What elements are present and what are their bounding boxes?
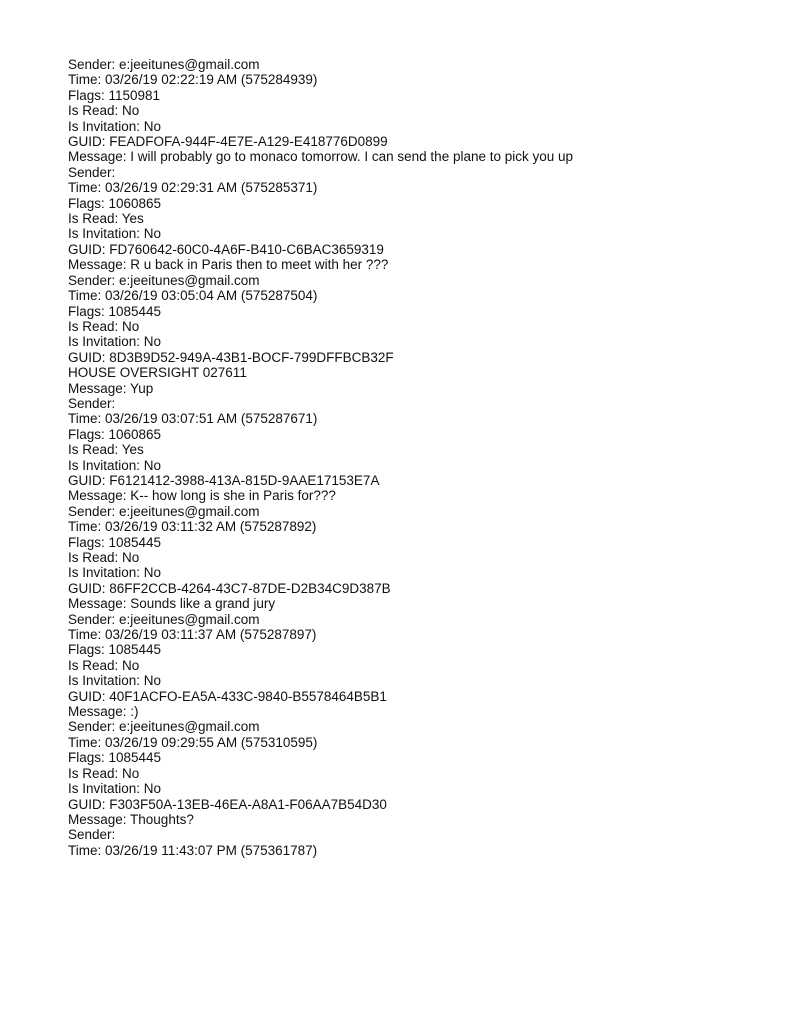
is-read-line: Is Read: No [68,765,140,781]
is-read-line: Is Read: No [68,657,140,673]
message-log-document [68,57,768,858]
guid-line: GUID: 40F1ACFO-EA5A-433C-9840-B5578464B5B1 [68,688,387,704]
sender-line: Sender: e:jeeitunes@gmail.com [68,611,260,627]
is-invitation-line: Is Invitation: No [68,781,162,797]
guid-line: GUID: FD760642-60C0-4A6F-B410-C6BAC3659319 [68,241,384,257]
guid-line: GUID: 8D3B9D52-949A-43B1-BOCF-799DFFBCB32F [68,349,394,365]
flags-line: Flags: 1085445 [68,534,162,550]
message-line: Message: Thoughts? [68,811,194,827]
message-line: Message: K-- how long is she in Paris for??? [68,488,336,504]
flags-line: Flags: 1085445 [68,642,162,658]
is-read-line: Is Read: No [68,318,140,334]
is-read-line: Is Read: Yes [68,442,144,458]
is-read-line: Is Read: Yes [68,211,144,227]
sender-line: Sender: [68,164,116,180]
time-line: Time: 03/26/19 09:29:55 AM (575310595) [68,734,318,750]
is-invitation-line: Is Invitation: No [68,334,162,350]
sender-line: Sender: e:jeeitunes@gmail.com [68,57,260,72]
is-invitation-line: Is Invitation: No [68,673,162,689]
time-line: Time: 03/26/19 11:43:07 PM (575361787) [68,842,318,858]
message-line: Message: Yup [68,380,154,396]
flags-line: Flags: 1060865 [68,195,162,211]
time-line: Time: 03/26/19 03:05:04 AM (575287504) [68,288,318,304]
guid-line: GUID: F303F50A-13EB-46EA-A8A1-F06AA7B54D30 [68,796,387,812]
sender-line: Sender: e:jeeitunes@gmail.com [68,503,260,519]
flags-line: Flags: 1150981 [68,87,161,103]
time-line: Time: 03/26/19 03:11:37 AM (575287897) [68,627,317,643]
time-line: Time: 03/26/19 02:22:19 AM (575284939) [68,72,318,88]
guid-line: GUID: FEADFOFA-944F-4E7E-A129-E418776D0899 [68,134,388,150]
time-line: Time: 03/26/19 03:11:32 AM (575287892) [68,519,317,535]
message-line: Message: Sounds like a grand jury [68,596,276,612]
bates-stamp: HOUSE OVERSIGHT 027611 [68,365,247,381]
is-read-line: Is Read: No [68,103,140,119]
sender-line: Sender: e:jeeitunes@gmail.com [68,272,260,288]
sender-line: Sender: e:jeeitunes@gmail.com [68,719,260,735]
guid-line: GUID: F6121412-3988-413A-815D-9AAE17153E7A [68,472,380,488]
flags-line: Flags: 1060865 [68,426,162,442]
is-read-line: Is Read: No [68,550,140,565]
flags-line: Flags: 1085445 [68,750,162,766]
is-invitation-line: Is Invitation: No [68,118,162,134]
sender-line: Sender: [68,827,116,843]
guid-line: GUID: 86FF2CCB-4264-43C7-87DE-D2B34C9D387B [68,580,391,596]
time-line: Time: 03/26/19 03:07:51 AM (575287671) [68,411,318,427]
is-invitation-line: Is Invitation: No [68,457,162,473]
is-invitation-line: Is Invitation: No [68,565,162,581]
message-line: Message: :) [68,704,139,720]
time-line: Time: 03/26/19 02:29:31 AM (575285371) [68,180,318,196]
is-invitation-line: Is Invitation: No [68,226,162,242]
message-line: Message: I will probably go to monaco tomorrow. I can send the plane to pick you up [68,149,574,165]
sender-line: Sender: [68,395,116,411]
message-line: Message: R u back in Paris then to meet with her ??? [68,257,389,273]
flags-line: Flags: 1085445 [68,303,162,319]
